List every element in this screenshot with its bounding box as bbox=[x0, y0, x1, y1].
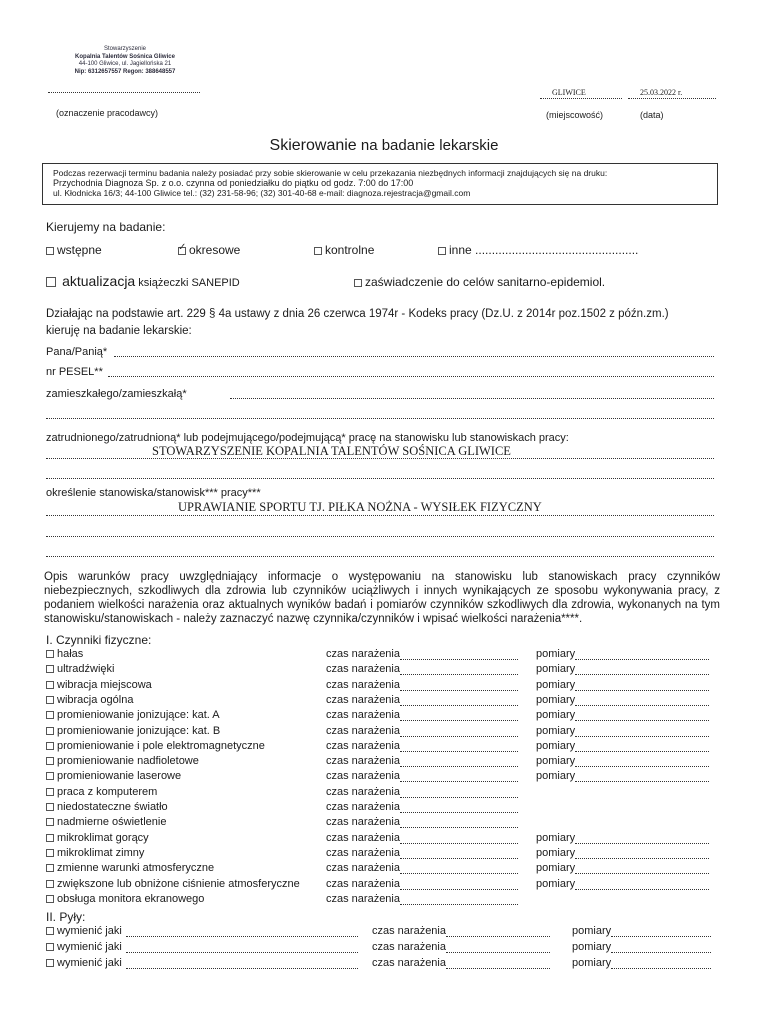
certificate-option[interactable] bbox=[354, 275, 605, 289]
physical-heading: I. Czynniki fizyczne: bbox=[46, 633, 152, 647]
measure-input-line[interactable] bbox=[575, 772, 709, 782]
pesel-input-line[interactable] bbox=[108, 376, 714, 377]
measure-label: pomiary bbox=[572, 941, 612, 953]
factor-name: ultradźwięki bbox=[57, 663, 115, 676]
measure-label: pomiary bbox=[536, 663, 576, 676]
employer-line bbox=[48, 92, 200, 93]
exposure-label: czas narażenia bbox=[372, 941, 446, 953]
exposure-label: czas narażenia bbox=[326, 801, 400, 813]
checkbox[interactable] bbox=[46, 277, 56, 287]
checkbox[interactable] bbox=[46, 895, 54, 903]
organization-stamp bbox=[62, 46, 188, 76]
exposure-field[interactable] bbox=[372, 957, 550, 969]
measure-field[interactable] bbox=[536, 679, 709, 691]
checkbox[interactable] bbox=[46, 772, 54, 780]
factor-option[interactable] bbox=[46, 663, 114, 675]
exposure-input-line[interactable] bbox=[400, 757, 518, 767]
dust-input-line[interactable] bbox=[126, 943, 358, 953]
exposure-label: czas narażenia bbox=[326, 831, 400, 844]
measure-label: pomiary bbox=[536, 693, 576, 706]
checkbox[interactable] bbox=[46, 742, 54, 750]
exposure-input-line[interactable] bbox=[400, 834, 518, 844]
exposure-input-line[interactable] bbox=[400, 711, 518, 721]
measure-label: pomiary bbox=[536, 877, 576, 890]
factor-name: promieniowanie jonizujące: kat. A bbox=[57, 709, 220, 722]
measure-field[interactable] bbox=[572, 957, 711, 969]
factor-name: hałas bbox=[57, 648, 84, 660]
factor-option[interactable] bbox=[46, 770, 181, 782]
measure-label: pomiary bbox=[536, 709, 576, 722]
factor-name: promieniowanie jonizujące: kat. B bbox=[57, 724, 221, 737]
checkbox[interactable] bbox=[46, 864, 54, 872]
factor-name: mikroklimat zimny bbox=[57, 846, 145, 859]
exposure-label: czas narażenia bbox=[326, 648, 400, 660]
conditions-description: Opis warunków pracy uwzględniający informacje o występowaniu na stanowisku lub stanowiskach pracy czynników niebezpiecznych, szkodliwych dla zdrowia lub czynników uciążliwych i innych wynikających ze sposobu wykonywania pracy, z podaniem wielkości narażenia oraz aktualnych wyników badań i pomiarów czynników szkodliwych dla zdrowia, wykonanych na tym stanowisku/stanowiskach - należy zaznaczyć nazwę czynnika/czynników i wpisać wielkości narażenia****. bbox=[44, 571, 720, 625]
factor-option[interactable] bbox=[46, 816, 166, 828]
exposure-label: czas narażenia bbox=[326, 877, 400, 890]
factor-option[interactable] bbox=[46, 832, 149, 844]
exposure-label: czas narażenia bbox=[372, 957, 446, 969]
exposure-input-line[interactable] bbox=[400, 696, 518, 706]
factor-option[interactable] bbox=[46, 862, 214, 874]
checkbox[interactable] bbox=[46, 927, 54, 935]
checkbox[interactable] bbox=[46, 880, 54, 888]
option-label: zaświadczenie do celów sanitarno-epidemiol. bbox=[365, 275, 606, 289]
exposure-field[interactable] bbox=[326, 663, 518, 675]
exposure-input-line[interactable] bbox=[400, 788, 518, 798]
measure-input-line[interactable] bbox=[575, 880, 709, 890]
name-label: Pana/Panią* bbox=[46, 346, 108, 358]
checkbox[interactable] bbox=[46, 681, 54, 689]
measure-input-line[interactable] bbox=[575, 864, 709, 874]
exposure-field[interactable] bbox=[326, 893, 518, 905]
exposure-input-line[interactable] bbox=[400, 864, 518, 874]
measure-input-line[interactable] bbox=[575, 834, 709, 844]
exposure-input-line[interactable] bbox=[400, 818, 518, 828]
option-label: kontrolne bbox=[325, 243, 375, 257]
measure-input-line[interactable] bbox=[611, 927, 711, 937]
checkbox[interactable] bbox=[46, 665, 54, 673]
exposure-label: czas narażenia bbox=[326, 770, 400, 783]
checkbox[interactable] bbox=[46, 959, 54, 967]
checkbox[interactable] bbox=[46, 834, 54, 842]
employer-value: STOWARZYSZENIE KOPALNIA TALENTÓW SOŚNICA GLIWICE bbox=[152, 444, 511, 458]
dust-heading: II. Pyły: bbox=[46, 910, 86, 924]
factor-name: promieniowanie i pole elektromagnetyczne bbox=[57, 739, 265, 752]
exam-type-option[interactable] bbox=[314, 243, 374, 257]
measure-label: pomiary bbox=[536, 770, 576, 783]
measure-input-line[interactable] bbox=[575, 665, 709, 675]
checkbox[interactable] bbox=[314, 247, 322, 255]
exposure-field[interactable] bbox=[326, 648, 518, 660]
checkbox[interactable] bbox=[354, 279, 362, 287]
measure-label: pomiary bbox=[536, 648, 576, 660]
exposure-label: czas narażenia bbox=[372, 925, 446, 937]
exposure-input-line[interactable] bbox=[400, 681, 518, 691]
checkbox[interactable] bbox=[438, 247, 446, 255]
factor-name: wibracja ogólna bbox=[57, 693, 134, 706]
exposure-label: czas narażenia bbox=[326, 724, 400, 737]
factor-name: obsługa monitora ekranowego bbox=[57, 892, 205, 905]
exposure-input-line[interactable] bbox=[446, 927, 550, 937]
title-rest: na badanie lekarskie bbox=[360, 137, 499, 154]
exposure-input-line[interactable] bbox=[400, 895, 518, 905]
exposure-field[interactable] bbox=[326, 755, 518, 767]
exposure-field[interactable] bbox=[326, 770, 518, 782]
measure-label: pomiary bbox=[572, 925, 612, 937]
dust-name: wymienić jaki bbox=[57, 957, 122, 969]
address-input-line[interactable] bbox=[230, 398, 714, 399]
exposure-input-line[interactable] bbox=[400, 849, 518, 859]
factor-name: zwiększone lub obniżone ciśnienie atmosferyczne bbox=[57, 877, 300, 890]
measure-label: pomiary bbox=[536, 678, 576, 691]
exposure-field[interactable] bbox=[326, 709, 518, 721]
measure-field[interactable] bbox=[536, 755, 709, 767]
exposure-label: czas narażenia bbox=[326, 862, 400, 875]
exam-type-option[interactable] bbox=[438, 243, 638, 257]
exposure-input-line[interactable] bbox=[400, 727, 518, 737]
exposure-field[interactable] bbox=[326, 878, 518, 890]
measure-input-line[interactable] bbox=[575, 650, 709, 660]
factor-option[interactable] bbox=[46, 725, 220, 737]
place-value: GLIWICE bbox=[552, 88, 586, 97]
factor-name: mikroklimat gorący bbox=[57, 831, 149, 844]
measure-label: pomiary bbox=[572, 957, 612, 969]
dust-option[interactable] bbox=[46, 925, 358, 937]
exposure-input-line[interactable] bbox=[400, 665, 518, 675]
dust-input-line[interactable] bbox=[126, 927, 358, 937]
measure-input-line[interactable] bbox=[575, 849, 709, 859]
stamp-line: Kopalnia Talentów Sośnica Gliwice bbox=[75, 53, 175, 60]
exposure-label: czas narażenia bbox=[326, 709, 400, 722]
option-label: inne ................................................. bbox=[449, 243, 639, 257]
measure-input-line[interactable] bbox=[575, 711, 709, 721]
stamp-line: 44-100 Gliwice, ul. Jagiellońska 21 bbox=[78, 61, 172, 67]
exposure-field[interactable] bbox=[326, 786, 518, 798]
exam-heading: Kierujemy na badanie: bbox=[46, 220, 166, 234]
employed-label: zatrudnionego/zatrudnioną* lub podejmującego/podejmującą* pracę na stanowisku lub stanowiskach pracy: bbox=[46, 432, 569, 444]
exposure-field[interactable] bbox=[326, 740, 518, 752]
measure-input-line[interactable] bbox=[575, 681, 709, 691]
factor-name: niedostateczne światło bbox=[57, 801, 168, 813]
date-caption: (data) bbox=[640, 110, 664, 120]
checkbox[interactable] bbox=[46, 696, 54, 704]
employer-input-line[interactable] bbox=[46, 458, 714, 459]
measure-label: pomiary bbox=[536, 724, 576, 737]
checkbox[interactable] bbox=[46, 818, 54, 826]
exposure-field[interactable] bbox=[326, 847, 518, 859]
factor-option[interactable] bbox=[46, 679, 152, 691]
measure-field[interactable] bbox=[536, 770, 709, 782]
dust-input-line[interactable] bbox=[126, 959, 358, 969]
position-value: UPRAWIANIE SPORTU TJ. PIŁKA NOŻNA - WYSIŁEK FIZYCZNY bbox=[178, 500, 542, 514]
measure-field[interactable] bbox=[536, 832, 709, 844]
exposure-label: czas narażenia bbox=[326, 663, 400, 676]
dust-option[interactable] bbox=[46, 957, 358, 969]
exam-type-option[interactable] bbox=[46, 243, 102, 257]
checkbox[interactable] bbox=[46, 727, 54, 735]
factor-name: promieniowanie laserowe bbox=[57, 770, 182, 783]
info-line: ul. Kłodnicka 16/3; 44-100 Gliwice tel.: (32) 231-58-96; (32) 301-40-68 e-mail: diagnoza.rejestracja@gmail.com bbox=[53, 188, 471, 198]
position-input-line[interactable] bbox=[46, 515, 714, 516]
stamp-line: Stowarzyszenie bbox=[103, 46, 147, 52]
position-input-line-3[interactable] bbox=[46, 556, 714, 557]
exam-type-option[interactable] bbox=[178, 243, 240, 257]
factor-name: zmienne warunki atmosferyczne bbox=[57, 862, 215, 875]
measure-field[interactable] bbox=[536, 740, 709, 752]
factor-option[interactable] bbox=[46, 801, 168, 813]
measure-input-line[interactable] bbox=[611, 959, 711, 969]
date-line bbox=[628, 98, 716, 99]
checkbox[interactable] bbox=[46, 803, 54, 811]
exposure-field[interactable] bbox=[326, 832, 518, 844]
exposure-field[interactable] bbox=[372, 941, 550, 953]
exposure-field[interactable] bbox=[326, 679, 518, 691]
exposure-input-line[interactable] bbox=[400, 772, 518, 782]
measure-field[interactable] bbox=[536, 725, 709, 737]
measure-label: pomiary bbox=[536, 862, 576, 875]
measure-input-line[interactable] bbox=[575, 757, 709, 767]
measure-field[interactable] bbox=[536, 862, 709, 874]
measure-field[interactable] bbox=[536, 663, 709, 675]
exposure-field[interactable] bbox=[372, 925, 550, 937]
exposure-label: czas narażenia bbox=[326, 693, 400, 706]
measure-label: pomiary bbox=[536, 831, 576, 844]
checkbox[interactable] bbox=[46, 650, 54, 658]
dust-option[interactable] bbox=[46, 941, 358, 953]
factor-option[interactable] bbox=[46, 755, 199, 767]
legal-basis-2: kieruję na badanie lekarskie: bbox=[46, 325, 192, 337]
position-label: określenie stanowiska/stanowisk*** pracy*** bbox=[46, 487, 261, 499]
measure-label: pomiary bbox=[536, 846, 576, 859]
date-value: 25.03.2022 r. bbox=[640, 88, 683, 97]
exposure-input-line[interactable] bbox=[446, 959, 550, 969]
exposure-field[interactable] bbox=[326, 801, 518, 813]
checkbox-checked[interactable] bbox=[178, 247, 186, 255]
exposure-input-line[interactable] bbox=[400, 803, 518, 813]
address-label: zamieszkałego/zamieszkałą* bbox=[46, 388, 187, 400]
checkbox[interactable] bbox=[46, 849, 54, 857]
factor-name: wibracja miejscowa bbox=[57, 678, 152, 691]
checkbox[interactable] bbox=[46, 943, 54, 951]
exposure-input-line[interactable] bbox=[400, 880, 518, 890]
checkbox[interactable] bbox=[46, 247, 54, 255]
info-line: Podczas rezerwacji terminu badania należy posiadać przy sobie skierowanie w celu przekazania niezbędnych informacji znajdujących się na druku: bbox=[53, 168, 608, 178]
measure-label: pomiary bbox=[536, 739, 576, 752]
name-input-line[interactable] bbox=[114, 356, 714, 357]
measure-field[interactable] bbox=[536, 648, 709, 660]
exposure-label: czas narażenia bbox=[326, 755, 400, 768]
sanepid-rest: książeczki SANEPID bbox=[138, 277, 240, 289]
exposure-field[interactable] bbox=[326, 725, 518, 737]
exposure-field[interactable] bbox=[326, 694, 518, 706]
measure-input-line[interactable] bbox=[575, 727, 709, 737]
measure-field[interactable] bbox=[572, 925, 711, 937]
sanepid-big: aktualizacja bbox=[62, 273, 136, 289]
dust-name: wymienić jaki bbox=[57, 941, 122, 953]
option-label: okresowe bbox=[189, 243, 241, 257]
place-line bbox=[540, 98, 622, 99]
measure-field[interactable] bbox=[572, 941, 711, 953]
pesel-label: nr PESEL** bbox=[46, 366, 103, 378]
factor-option[interactable] bbox=[46, 694, 133, 706]
factor-name: promieniowanie nadfioletowe bbox=[57, 755, 199, 768]
measure-field[interactable] bbox=[536, 878, 709, 890]
factor-option[interactable] bbox=[46, 709, 220, 721]
info-line: Przychodnia Diagnoza Sp. z o.o. czynna od poniedziałku do piątku od godz. 7:00 do 17:00 bbox=[53, 178, 414, 188]
measure-field[interactable] bbox=[536, 709, 709, 721]
factor-option[interactable] bbox=[46, 648, 83, 660]
exposure-label: czas narażenia bbox=[326, 678, 400, 691]
factor-option[interactable] bbox=[46, 847, 144, 859]
measure-input-line[interactable] bbox=[575, 742, 709, 752]
place-caption: (miejscowość) bbox=[546, 110, 604, 120]
page-title bbox=[0, 137, 768, 155]
exposure-field[interactable] bbox=[326, 816, 518, 828]
exposure-label: czas narażenia bbox=[326, 739, 400, 752]
address-input-line-2[interactable] bbox=[46, 418, 714, 419]
checkbox[interactable] bbox=[46, 788, 54, 796]
measure-input-line[interactable] bbox=[611, 943, 711, 953]
measure-label: pomiary bbox=[536, 755, 576, 768]
exposure-label: czas narażenia bbox=[326, 785, 400, 798]
factor-option[interactable] bbox=[46, 878, 300, 890]
exposure-input-line[interactable] bbox=[400, 650, 518, 660]
factor-option[interactable] bbox=[46, 740, 265, 752]
option-label: wstępne bbox=[57, 243, 102, 257]
position-input-line-2[interactable] bbox=[46, 536, 714, 537]
measure-input-line[interactable] bbox=[575, 696, 709, 706]
factor-option[interactable] bbox=[46, 893, 204, 905]
factor-option[interactable] bbox=[46, 786, 157, 798]
employer-input-line-2[interactable] bbox=[46, 478, 714, 479]
clinic-info-box bbox=[42, 163, 718, 205]
exposure-input-line[interactable] bbox=[400, 742, 518, 752]
exposure-input-line[interactable] bbox=[446, 943, 550, 953]
checkbox[interactable] bbox=[46, 711, 54, 719]
measure-field[interactable] bbox=[536, 847, 709, 859]
factor-name: nadmierne oświetlenie bbox=[57, 816, 167, 829]
exposure-label: czas narażenia bbox=[326, 892, 400, 905]
sanepid-option[interactable] bbox=[46, 273, 240, 289]
measure-field[interactable] bbox=[536, 694, 709, 706]
exposure-label: czas narażenia bbox=[326, 816, 400, 829]
dust-name: wymienić jaki bbox=[57, 925, 122, 937]
exposure-field[interactable] bbox=[326, 862, 518, 874]
legal-basis: Działając na podstawie art. 229 § 4a ustawy z dnia 26 czerwca 1974r - Kodeks pracy (Dz.U. z 2014r poz.1502 z późn.zm.) bbox=[46, 308, 669, 320]
factor-name: praca z komputerem bbox=[57, 785, 158, 798]
employer-caption: (oznaczenie pracodawcy) bbox=[56, 108, 159, 118]
stamp-line: Nip: 6312657557 Regon: 388648557 bbox=[74, 68, 176, 75]
checkbox[interactable] bbox=[46, 757, 54, 765]
title-main: Skierowanie bbox=[269, 137, 357, 154]
exposure-label: czas narażenia bbox=[326, 846, 400, 859]
